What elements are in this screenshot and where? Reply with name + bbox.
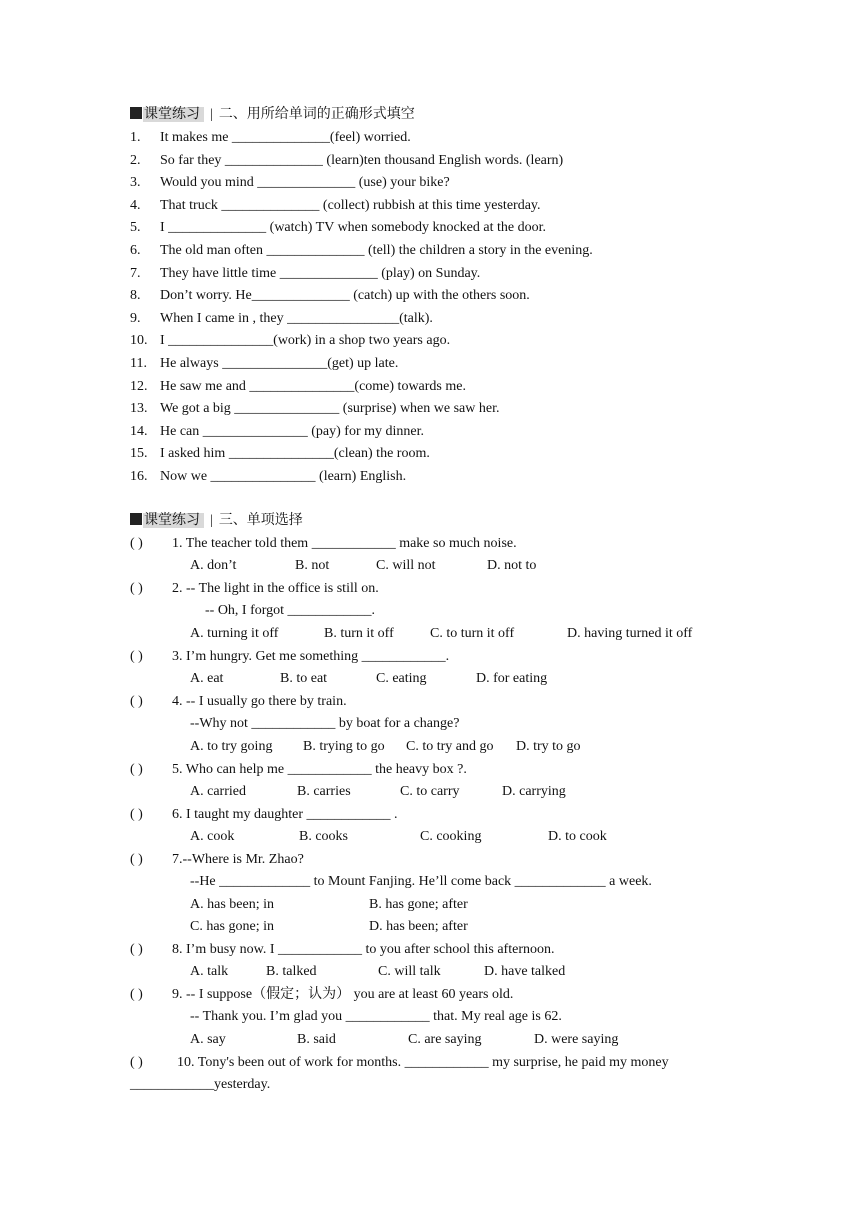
item-text: When I came in , they ________________(talk). (160, 310, 433, 326)
item-text: I asked him _______________(clean) the room. (160, 446, 430, 462)
fill-item (0, 241, 860, 261)
item-number: 12. (130, 378, 148, 394)
item-number: 13. (130, 401, 148, 417)
section-tag: 课堂练习 (143, 513, 204, 528)
item-text: Would you mind ______________ (use) your bike? (160, 175, 450, 191)
question-text: 9. -- I suppose（假定；认为） you are at least 60 years old. (172, 987, 514, 1002)
item-number: 6. (130, 243, 141, 258)
item-number: 5. (130, 220, 141, 236)
question-1-options (0, 556, 860, 576)
item-number: 9. (130, 310, 141, 326)
item-text: I _______________(work) in a shop two years ago. (160, 333, 451, 349)
item-number: 10. (130, 333, 148, 349)
question-9-options (0, 1030, 860, 1050)
option-a: A. turning it off (190, 626, 279, 641)
section-title: 三、单项选择 (218, 513, 303, 528)
option-a: A. carried (190, 784, 246, 799)
question-2-options (0, 624, 860, 644)
option-c: C. has gone; in (190, 919, 274, 934)
question-text: 3. I’m hungry. Get me something ____________. (172, 649, 450, 664)
item-number: 7. (130, 265, 141, 281)
option-d: D. try to go (516, 739, 581, 754)
question-text: 7.--Where is Mr. Zhao? (172, 852, 304, 867)
question-5-options (0, 782, 860, 802)
option-a: A. to try going (190, 739, 273, 754)
item-text: They have little time ______________ (play) on Sunday. (160, 265, 481, 281)
option-a: A. eat (190, 671, 224, 686)
item-number: 14. (130, 423, 148, 439)
question-4-line2: --Why not ____________ by boat for a change? (190, 716, 460, 731)
option-d: D. for eating (476, 671, 548, 686)
fill-item (0, 128, 860, 148)
option-c: C. to turn it off (430, 626, 515, 641)
question-2-line2: -- Oh, I forgot ____________. (205, 603, 376, 618)
option-b: B. trying to go (303, 739, 385, 754)
option-d: D. carrying (502, 784, 566, 799)
question-text: 2. -- The light in the office is still on. (172, 581, 379, 596)
option-a: A. say (190, 1032, 226, 1047)
option-c: C. will talk (378, 964, 441, 979)
item-number: 2. (130, 152, 141, 168)
question-text: 5. Who can help me ____________ the heavy box ?. (172, 762, 467, 777)
option-a: A. don’t (190, 558, 237, 573)
answer-blank: ( ) (130, 581, 143, 596)
option-b: B. to eat (280, 671, 328, 686)
question-text: 8. I’m busy now. I ____________ to you after school this afternoon. (172, 942, 555, 957)
item-text: The old man often ______________ (tell) the children a story in the evening. (160, 243, 593, 258)
fill-item (0, 286, 860, 306)
answer-blank: ( ) (130, 694, 143, 709)
fill-item (0, 422, 860, 442)
question-text: 6. I taught my daughter ____________ . (172, 807, 398, 822)
item-text: We got a big _______________ (surprise) when we saw her. (160, 401, 500, 417)
question-6 (0, 805, 860, 825)
option-a: A. cook (190, 829, 235, 844)
option-c: C. cooking (420, 829, 482, 844)
fill-item (0, 399, 860, 419)
section-title: 二、用所给单词的正确形式填空 (218, 107, 415, 122)
option-a: A. has been; in (190, 897, 274, 912)
question-text: 10. Tony's been out of work for months. ____________ my surprise, he paid my money (177, 1055, 669, 1070)
question-9 (0, 985, 860, 1005)
question-text: 1. The teacher told them ____________ make so much noise. (172, 536, 517, 551)
section-3-header: 课堂练习 | 三、单项选择 (130, 511, 303, 531)
answer-blank: ( ) (130, 807, 143, 822)
fill-item (0, 331, 860, 351)
option-d: D. have talked (484, 964, 566, 979)
option-c: C. to try and go (406, 739, 494, 754)
answer-blank: ( ) (130, 852, 143, 867)
answer-blank: ( ) (130, 649, 143, 664)
section-2-header: 课堂练习 | 二、用所给单词的正确形式填空 (130, 105, 415, 125)
question-7-options-row2 (0, 917, 860, 937)
option-b: B. said (297, 1032, 336, 1047)
item-text: He can _______________ (pay) for my dinner. (160, 423, 424, 439)
fill-item (0, 309, 860, 329)
item-text: Don’t worry. He______________ (catch) up with the others soon. (160, 288, 530, 304)
fill-item (0, 377, 860, 397)
question-4 (0, 692, 860, 712)
question-9-line2: -- Thank you. I’m glad you ____________ that. My real age is 62. (190, 1009, 562, 1024)
fill-item (0, 354, 860, 374)
question-3 (0, 647, 860, 667)
option-b: B. not (295, 558, 330, 573)
fill-item (0, 151, 860, 171)
answer-blank: ( ) (130, 942, 143, 957)
option-d: D. has been; after (369, 919, 468, 934)
item-number: 8. (130, 288, 141, 304)
item-text: It makes me ______________(feel) worried. (160, 130, 411, 145)
item-text: He always _______________(get) up late. (160, 356, 399, 371)
option-d: D. to cook (548, 829, 607, 844)
square-bullet-icon (130, 107, 142, 119)
question-4-options (0, 737, 860, 757)
option-d: D. were saying (534, 1032, 619, 1047)
option-c: C. eating (376, 671, 427, 686)
item-text: I ______________ (watch) TV when somebody knocked at the door. (160, 220, 546, 236)
question-7-options-row1 (0, 895, 860, 915)
item-number: 3. (130, 175, 141, 191)
answer-blank: ( ) (130, 762, 143, 777)
option-d: D. not to (487, 558, 537, 573)
question-3-options (0, 669, 860, 689)
answer-blank: ( ) (130, 536, 143, 551)
answer-blank: ( ) (130, 987, 143, 1002)
item-number: 11. (130, 356, 147, 371)
option-b: B. carries (297, 784, 351, 799)
option-c: C. will not (376, 558, 436, 573)
item-number: 16. (130, 469, 148, 484)
item-text: That truck ______________ (collect) rubbish at this time yesterday. (160, 197, 541, 213)
fill-item (0, 467, 860, 487)
option-c: C. to carry (400, 784, 460, 799)
question-2 (0, 579, 860, 599)
item-text: So far they ______________ (learn)ten thousand English words. (learn) (160, 152, 564, 168)
option-b: B. turn it off (324, 626, 394, 641)
question-8 (0, 940, 860, 960)
question-5 (0, 760, 860, 780)
square-bullet-icon (130, 513, 142, 525)
question-text: 4. -- I usually go there by train. (172, 694, 347, 709)
item-number: 4. (130, 197, 141, 213)
fill-item (0, 444, 860, 464)
question-7 (0, 850, 860, 870)
question-6-options (0, 827, 860, 847)
option-b: B. has gone; after (369, 897, 468, 912)
fill-item (0, 173, 860, 193)
answer-blank: ( ) (130, 1055, 143, 1070)
option-d: D. having turned it off (567, 626, 693, 641)
question-10 (0, 1053, 860, 1073)
question-7-line2: --He _____________ to Mount Fanjing. He’ll come back _____________ a week. (190, 874, 652, 889)
section-tag: 课堂练习 (143, 107, 204, 122)
fill-item (0, 196, 860, 216)
item-number: 1. (130, 130, 141, 145)
fill-item (0, 264, 860, 284)
question-10-line2: ____________yesterday. (130, 1077, 271, 1092)
fill-item (0, 218, 860, 238)
option-b: B. cooks (299, 829, 348, 844)
item-text: Now we _______________ (learn) English. (160, 469, 407, 484)
option-c: C. are saying (408, 1032, 482, 1047)
question-8-options (0, 962, 860, 982)
question-1 (0, 534, 860, 554)
item-text: He saw me and _______________(come) towards me. (160, 378, 466, 394)
option-b: B. talked (266, 964, 317, 979)
item-number: 15. (130, 446, 148, 462)
option-a: A. talk (190, 964, 229, 979)
